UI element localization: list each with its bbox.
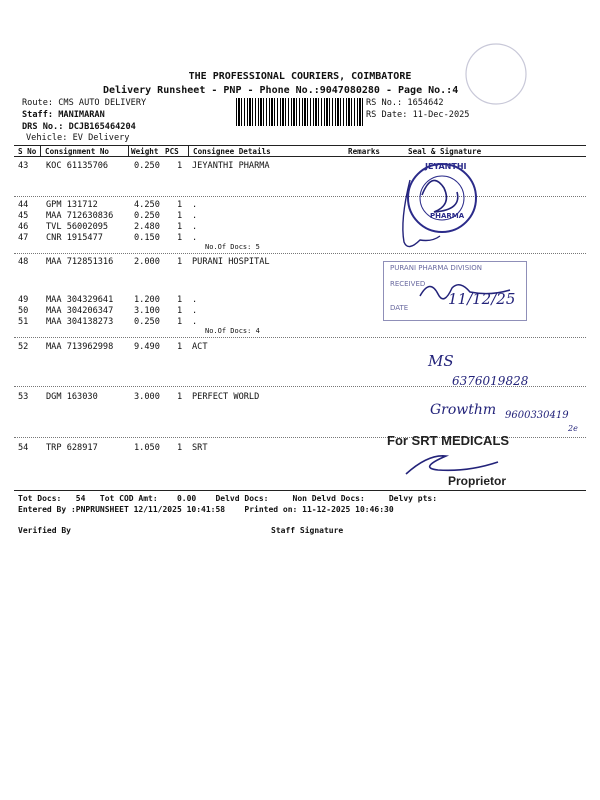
row-sno: 45 [18,211,29,221]
row-weight: 3.100 [134,306,160,316]
docs-count: No.Of Docs: 4 [205,327,260,335]
company-title: THE PROFESSIONAL COURIERS, COIMBATORE [188,71,412,82]
col-weight: Weight [131,147,159,156]
row-weight: 2.480 [134,222,160,232]
drs-label: DRS No.: DCJB165464204 [22,122,136,132]
entered-by-line: Entered By :PNPRUNSHEET 12/11/2025 10:41:58 Printed on: 11-12-2025 10:46:30 [18,505,394,514]
col-consignee: Consignee Details [193,147,271,156]
col-seal: Seal & Signature [408,147,482,156]
row-consignment: MAA 304329641 [46,295,114,305]
row-sno: 49 [18,295,29,305]
row-weight: 0.250 [134,211,160,221]
row-sno: 54 [18,443,29,453]
row-weight: 3.000 [134,392,160,402]
purani-stamp-date: 11/12/25 [448,290,516,308]
col-divider [40,145,41,156]
col-divider [188,145,189,156]
rs-number: RS No.: 1654642 [366,98,444,108]
perfect-handwriting-1: Growthm [430,402,497,418]
row-consignment: MAA 713962998 [46,342,114,352]
row-consignee: PERFECT WORLD [192,392,260,402]
row-pcs: 1 [177,295,183,305]
row-pcs: 1 [177,233,183,243]
row-consignee: . [192,200,198,210]
row-sno: 53 [18,392,29,402]
perfect-handwriting-3: 2e [568,424,578,433]
verified-by: Verified By [18,526,71,535]
row-pcs: 1 [177,392,183,402]
row-weight: 0.250 [134,161,160,171]
row-consignee: SRT [192,443,208,453]
row-consignee: PURANI HOSPITAL [192,257,270,267]
row-consignee: JEYANTHI PHARMA [192,161,270,171]
row-sno: 46 [18,222,29,232]
row-pcs: 1 [177,306,183,316]
row-sno: 52 [18,342,29,352]
row-consignee: . [192,295,198,305]
purani-stamp-line3: DATE [390,304,409,312]
col-remarks: Remarks [348,147,381,156]
row-sno: 44 [18,200,29,210]
row-sno: 51 [18,317,29,327]
header-top-rule [14,145,586,146]
barcode [236,98,364,126]
faint-corner-stamp [456,40,536,110]
row-pcs: 1 [177,342,183,352]
row-pcs: 1 [177,443,183,453]
row-divider [14,337,586,338]
row-weight: 2.000 [134,257,160,267]
row-weight: 1.050 [134,443,160,453]
vehicle-label: Vehicle: EV Delivery [26,133,130,143]
row-consignment: TRP 628917 [46,443,98,453]
perfect-handwriting-2: 9600330419 [505,410,569,421]
row-consignee: ACT [192,342,208,352]
purani-stamp-line1: PURANI PHARMA DIVISION [390,264,482,272]
row-consignee: . [192,233,198,243]
staff-label: Staff: MANIMARAN [22,110,105,120]
row-weight: 4.250 [134,200,160,210]
footer-rule [14,490,586,491]
row-weight: 0.250 [134,317,160,327]
row-sno: 47 [18,233,29,243]
row-consignment: GPM 131712 [46,200,98,210]
row-consignment: MAA 712851316 [46,257,114,267]
row-sno: 50 [18,306,29,316]
row-pcs: 1 [177,200,183,210]
docs-count: No.Of Docs: 5 [205,243,260,251]
row-pcs: 1 [177,257,183,267]
row-pcs: 1 [177,222,183,232]
srt-stamp-name: For SRT MEDICALS [387,433,510,448]
row-consignment: MAA 712630836 [46,211,114,221]
route-label: Route: CMS AUTO DELIVERY [22,98,147,108]
row-consignment: CNR 1915477 [46,233,103,243]
col-divider [128,145,129,156]
row-pcs: 1 [177,211,183,221]
jeyanthi-stamp-top: JEYANTHI [425,162,467,171]
row-consignee: . [192,222,198,232]
purani-stamp-line2: RECEIVED [390,280,426,288]
rs-date: RS Date: 11-Dec-2025 [366,110,470,120]
row-consignment: MAA 304138273 [46,317,114,327]
col-pcs: PCS [165,147,179,156]
col-consignment: Consignment No [45,147,110,156]
row-consignee: . [192,211,198,221]
row-consignment: TVL 56002095 [46,222,109,232]
row-pcs: 1 [177,161,183,171]
row-consignment: DGM 163030 [46,392,98,402]
runsheet-title: Delivery Runsheet - PNP - Phone No.:9047080280 - Page No.:4 [103,85,459,96]
jeyanthi-stamp-bottom: PHARMA [430,212,465,220]
col-sno: S No [18,147,37,156]
row-sno: 43 [18,161,29,171]
row-weight: 9.490 [134,342,160,352]
act-handwriting-1: MS [428,352,454,370]
row-consignee: . [192,317,198,327]
row-consignment: KOC 61135706 [46,161,109,171]
row-weight: 1.200 [134,295,160,305]
purani-signature [400,276,530,316]
act-handwriting-2: 6376019828 [452,374,529,388]
staff-signature: Staff Signature [271,526,344,535]
totals-line: Tot Docs: 54 Tot COD Amt: 0.00 Delvd Docs: Non Delvd Docs: Delvy pts: [18,494,438,503]
row-weight: 0.150 [134,233,160,243]
row-consignee: . [192,306,198,316]
srt-stamp-role: Proprietor [448,474,507,488]
row-consignment: MAA 304206347 [46,306,114,316]
row-pcs: 1 [177,317,183,327]
row-sno: 48 [18,257,29,267]
